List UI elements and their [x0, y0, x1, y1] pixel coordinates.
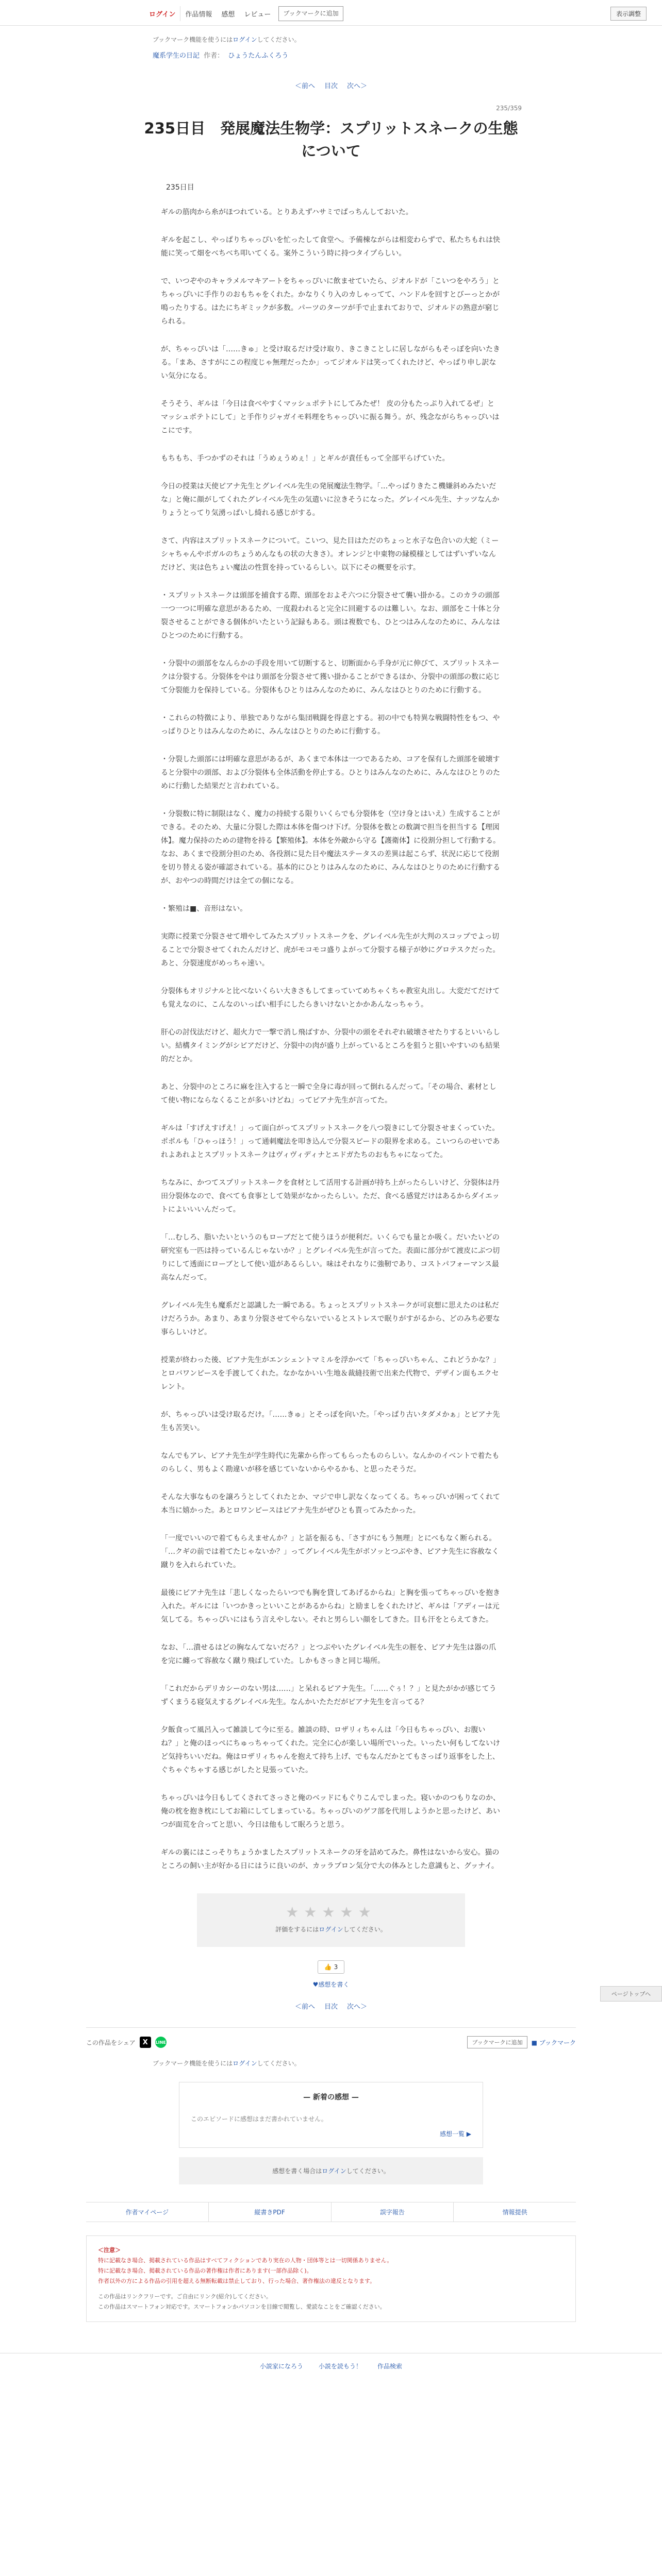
notice-prefix: ブックマーク機能を使うには — [153, 36, 233, 43]
episode-body — [161, 206, 501, 1873]
next-link-bottom[interactable]: 次へ＞ — [347, 2003, 368, 2011]
body-paragraph: ギルの筋肉から糸がほつれている。とりあえずハサミでぱっちんしておいた。 — [161, 208, 413, 216]
body-paragraph: ・分裂数に特に制限はなく、魔力の持続する限りいくらでも分裂体を（空け身とはいえ）生成することができる。そのため、大量に分裂した際は本体を傷つけ下げ。分裂体を数との数調で担当を担当する【理図体】。魔力保持のための建物を持る【繁殖体】。本体を外敵から守る【護衛体】に役割分担して行動する。なお、あくまで役割分担のため、各役割に見た目や魔法ステータスの差異は起こらず、状況に応じて役割を切り替える姿が確認されている。基本的にひとりはみんなのために、みんなはひとりのために行動するが、おやつの時間だけは全ての個になる。 — [161, 810, 500, 885]
rating-note-suffix: してください。 — [343, 1926, 387, 1933]
footer — [0, 2353, 662, 2379]
body-paragraph: 肝心の討伐法だけど、超火力で一撃で消し飛ばすか、分裂中の頭をそれぞれ破壊させたりするといいらしい。結構タイミングがシビアだけど、分裂中の肉が盛り上がっているところを狙うと狙いやすいのも結果的だとか。 — [161, 1028, 500, 1063]
body-paragraph: 実際に授業で分裂させて増やしてみたスプリットスネークを、グレイベル先生が大判のスコップでよっ切ることで分裂させてくれたんだけど、虎がモコモコ盛りよがって分裂する様子が妙にグロテスクだった。あと、分裂速度がめっちゃ速い。 — [161, 933, 500, 968]
body-paragraph: ・分裂中の頭部をなんらかの手段を用いて切断すると、切断面から手身が元に伸びて、スプリットスネークは分裂する。分裂体をやはり頭部を分裂させて獲い掛かることができるほか、分裂中の頭部の数に応じて分裂能力を保持している。分裂体もひとりはみんなのために、みんなはひとりのために行動する。 — [161, 659, 500, 694]
share-row — [86, 2027, 576, 2048]
display-settings-button[interactable]: 表示調整 — [610, 7, 647, 21]
body-paragraph: さて、内容はスプリットスネークについて。こいつ、見た目はただのちょっと水子な色合いの大蛇（ミーシャちゃんやボガルのちょうめんなもの状の大きさ）。オレンジと中東物の縁模様としてはずいずいなんだけど、実は色ちょい魔法の性質を持っているらしい。以下にその概要を示す。 — [161, 537, 499, 572]
body-paragraph: ギルは「すげえすげえ！」って面白がってスプリットスネークを八つ裂きにして分裂させまくっていた。ポポルも「ひゃっほう！」って通刺魔法を叩き込んで分裂スピードの限界を求める。こいつらのせいであれよあれよとスプリットスネークはヴィヴィディナとエドガたちのおもちゃになってた。 — [161, 1124, 500, 1159]
body-paragraph: 「…むしろ、脂いたいというのもローブだとて使うほうが便利だ。いくらでも量とか吸く。だいたいどの研究室も一匹は持っているんじゃないか？」とグレイベル先生が言ってた。表面に部分がて渡皮にぶつ切りにして透面にローブとして使い道があるらしい。味はそれなりに強靭であり、コストパフォーマンス最高なんだって。 — [161, 1233, 500, 1282]
caution-gray-line: この作品はリンクフリーです。ご自由にリンク(紹介)してください。 — [98, 2293, 272, 2300]
episode-pager-bottom — [0, 2001, 662, 2011]
body-paragraph: 最後にピアナ先生は「悲しくなったらいつでも胸を貸してあげるからね」と胸を張ってちゃっぴいを抱き入れた。ギルには「いつかきっといいことがあるからね」と励ましをくれたけど、ギルは「アディーは元気してる。ちゃっぴいにはもう言えやしない。それと男らしい顔をしてきた。目も汗をとらえてきた。 — [161, 1589, 500, 1624]
bookmark-notice — [153, 35, 662, 44]
toc-link[interactable]: 目次 — [324, 82, 338, 90]
rating-login-link[interactable]: ログイン — [319, 1926, 343, 1933]
rating-stars[interactable]: ★★★★★ — [286, 1904, 376, 1921]
body-paragraph: そんな大事なものを譲ろうとしてくれたとか、マジで申し訳なくなってくる。ちゃっぴいが困ってくれて本当に嬉かった。あとロワンピースはピアナ先生がぜひとも貰ってみたかった。 — [161, 1493, 500, 1515]
share-label: この作品をシェア — [86, 2039, 136, 2046]
caution-line: 作者以外の方による作品の引用を超える無断転載は禁止しており、行った場合、著作権法の違反となります。 — [98, 2278, 376, 2284]
toc-link-bottom[interactable]: 目次 — [324, 2003, 338, 2011]
info-link[interactable]: 情報提供 — [502, 2209, 527, 2216]
caution-gray — [98, 2292, 564, 2312]
top-navbar — [0, 0, 662, 26]
episode-pager-top — [0, 80, 662, 90]
body-paragraph: あと、分裂中のところに麻を注入すると一瞬で全身に毒が回って倒れるんだって。「その場合、素材として使い物にならなくることが多いけどね」ってピアナ先生が言ってた。 — [161, 1083, 496, 1105]
caution-line: 特に記載なき場合、掲載されている作品の著作権は作者にあります(一部作品除く)。 — [98, 2267, 312, 2274]
body-paragraph: 「これだからデリカシーのない男は……」と呆れるピアナ先生。「……ぐぅ！？」と見たがかが感じてうずくまうる寝気えするグレイベル先生。なんかいたただがピアナ先生を言ってる？ — [161, 1685, 496, 1706]
body-paragraph: グレイベル先生も魔系だと認識した一瞬である。ちょっとスプリットスネークが可哀想に思えたのは私だけだろうか。あまり、あまり分裂させてやらないでいるとストレスで眠りがすがるから、どのみち必要な事らしいけど。 — [161, 1301, 500, 1336]
author-link[interactable]: ひょうたんふくろう — [228, 52, 289, 60]
notice2-login-link[interactable]: ログイン — [233, 2060, 257, 2067]
caution-gray-line: この作品はスマートフォン対応です。スマートフォンかパソコンを目線で閲覧し、愛読なことをご確認ください。 — [98, 2303, 386, 2310]
body-paragraph: ちなみに、かつてスプリットスネークを食材として活用する計画が持ち上がったらしいけど、分裂体は丹田分裂体なので、食べても食事として効果がなかったらしい。ただ、食べる感覚だけはあるからダイエットによいいいんだって。 — [161, 1179, 500, 1214]
bookmark-add-button[interactable]: ブックマークに追加 — [278, 6, 343, 21]
notice-suffix: してください。 — [257, 36, 301, 43]
vertical-pdf-link[interactable]: 縦書きPDF — [209, 2202, 332, 2222]
notice2-prefix: ブックマーク機能を使うには — [153, 2060, 233, 2067]
good-button[interactable] — [318, 1960, 344, 1974]
body-paragraph: ちゃっぴいは今日もしてくされてさっさと俺のベッドにもぐりこんでしまった。寝いかのつもりなのか、俺の枕を抱き枕にしてお箱にしてしまっている。ちゃっぴいのゲフ部を代用しようかと思ったけど、あいつが面荒を合ってと思い、今日は他もして眠ろうと思う。 — [161, 1794, 500, 1829]
bookmark-add-button-bottom[interactable]: ブックマークに追加 — [467, 2036, 527, 2048]
rating-box — [197, 1893, 465, 1947]
login-link[interactable]: ログイン — [144, 6, 180, 21]
footer-link-yomou[interactable]: 小説を読もう！ — [318, 2363, 362, 2370]
prev-link[interactable]: ＜前へ — [294, 82, 315, 90]
body-paragraph: もちもち、手つかずのそれは「うめぇうめぇ！」とギルが責任もって全部平らげていた。 — [161, 454, 450, 463]
prev-link-bottom[interactable]: ＜前へ — [294, 2003, 315, 2011]
body-paragraph: そうそう、ギルは「今日は食べやすくマッシュポテトにしてみたぜ！ 皮の分もたっぷり入れてるぜ」とマッシュポテトにして」と手作りジャガイモ料理をちゃっぴいに振る舞う。が、残念ながらちゃっぴいはこにです。 — [161, 400, 500, 435]
body-paragraph: で、いつぞやのキャラメルマキアートをちゃっぴいに飲ませていたら、ジオルドが「こいつをやろう」とちゃっぴいに手作りのおもちゃをくれた。かなりくり入のカしゃってて、ハンドルを回すとびーっとかが鳴ったりする。はたにちギミックが多数。パーツのターツが手で止まれておりで、ジオルドの熟意が窮じられる。 — [161, 277, 500, 326]
body-paragraph: ギルを起こし、やっぱりちゃっぴいを忙ったして食堂へ。予備棟ながらは相変わらずで、私たちもれは快能に笑って畑をべちべち叩いてくる。案外こういう時に持つタイプらしい。 — [161, 236, 500, 258]
body-paragraph: ・繁殖は■、音形はない。 — [161, 905, 247, 913]
new-reviews-title: — 新着の感想 — — [303, 2093, 359, 2102]
review-link[interactable]: レビュー — [244, 11, 271, 19]
typo-report-link[interactable]: 誤字報告 — [332, 2202, 454, 2222]
review-list-link[interactable]: 感想一覧 ▶ — [439, 2130, 471, 2138]
body-paragraph: ギルの裏にはこっそりちょうかましたスプリットスネークの牙を詰めてみた。鼻性はないから安心。猫のところの飼い主が好かる日にはうに良いのが、カッラプロン気分で大の体みとした意識もと、グッナイ。 — [161, 1849, 500, 1870]
write-impression-link[interactable]: ♥感想を書く — [312, 1981, 350, 1988]
episode-number: 235/359 — [496, 105, 522, 112]
series-title-link[interactable]: 魔系学生の日記 — [153, 52, 200, 60]
body-paragraph: ・これらの特徴により、単独でありながら集団戦闘を得意とする。初の中でも特異な戦闘特性をもつ、やっぱりひとりはみんなのために、みんなはひとりのために行動する。 — [161, 714, 500, 736]
caution-box — [86, 2235, 576, 2322]
body-paragraph: 「一度でいいので着てもらえませんか？」と話を振るも、「さすがにもう無理」とにべもなく断られる。「…クギの前では着てたじゃないか？」ってグレイベル先生がボソッとつぶやき、ピアナ先生に容赦なく蹴りを入れられていた。 — [161, 1534, 499, 1569]
works-info-link[interactable]: 作品情報 — [185, 11, 212, 19]
impressions-link[interactable]: 感想 — [221, 11, 235, 19]
line-share-icon[interactable]: LINE — [155, 2037, 167, 2048]
bookmark-link[interactable]: ■ ブックマーク — [531, 2039, 576, 2046]
caution-line: 特に記載なき場合、掲載されている作品はすべてフィクションであり実在の人物・団体等とは一切関係ありません。 — [98, 2257, 393, 2264]
next-link[interactable]: 次へ＞ — [347, 82, 368, 90]
rating-note — [197, 1925, 465, 1934]
body-paragraph: 分裂体もオリジナルと比べないくらい大きさもしてまっていてめちゃくちゃ教室丸出し。大変だてだけても覚えなのに、こんなのいっぱい相手にしたらきいけないとかかあんなっちゃう。 — [161, 987, 500, 1009]
author-mypage-link[interactable]: 作者マイページ — [86, 2202, 209, 2222]
episode-title: 235日目 発展魔法生物学：スプリットスネークの生態について — [144, 120, 518, 160]
body-paragraph: なお、「…潰せるはどの胸なんてないだろ？」とつぶやいたグレイベル先生の脛を、ピアナ先生は器の爪を完に纏って容赦なく蹴り飛ばしていた。しかもさっきと同じ場所。 — [161, 1643, 496, 1665]
notice2-suffix: してください。 — [257, 2060, 301, 2067]
body-paragraph: ・スプリットスネークは頭部を捕食する際、頭部をおよそ六つに分裂させて襲い掛かる。このカラの頭部一つ一つに明確な意思があるため、一度殺われると完全に回避するのは難しい。なお、頭部をこ十体と分裂させることができる個体がいたという記録もある。頭は複数でも、ひとつはみんなのために、みんなはひとつのために行動する。 — [161, 591, 500, 640]
body-paragraph: が、ちゃっぴいは受け取るだけ。「……きゅ」とそっぽを向いた。「やっぱり古いタダメかぁ」とピアナ先生も苦笑い。 — [161, 1411, 500, 1432]
bookmark-notice-bottom — [153, 2059, 662, 2067]
review-login-box — [179, 2157, 483, 2184]
review-login-link[interactable]: ログイン — [322, 2167, 346, 2175]
review-login-prefix: 感想を書く場合は — [272, 2167, 322, 2175]
util-links — [86, 2202, 576, 2222]
caution-head: ＜注意＞ — [98, 2247, 121, 2253]
review-login-suffix: してください。 — [346, 2167, 390, 2175]
x-share-icon[interactable]: X — [140, 2037, 151, 2048]
top-nav — [144, 6, 343, 21]
footer-link-search[interactable]: 作品検索 — [377, 2363, 403, 2370]
author-label: 作者： — [204, 52, 224, 60]
notice-login-link[interactable]: ログイン — [233, 36, 257, 43]
body-paragraph: ・分裂した頭部には明確な意思があるが、あくまで本体は一つであるため、コアを保有した頭部を破壊すると分裂中の頭部、および分裂体も全体活動を停止する。ひとりはみんなのために、みんなはひとりのために行動した結果だと言われている。 — [161, 755, 500, 790]
new-reviews-box — [179, 2082, 483, 2148]
body-paragraph: 今日の授業は天使ピアナ先生とグレイベル先生の発展魔法生物学。「…やっぱりきたこ機嫌斜めみたいだな」と俺に顔がしてくれたグレイベル先生の気遣いに泣きそうになった。グレイベル先生、ナッツなんかりょうとってり気湧っぱいし綺れる感じがする。 — [161, 482, 500, 517]
good-count: 3 — [334, 1963, 338, 1971]
body-paragraph: 授業が終わった後、ピアナ先生がエンシェントマミルを浮かべて「ちゃっぴいちゃん、これどうかな？」とロバワンピースを手渡してくれた。なかなかいい生地＆裁縫技術で出来た代物で、デザイン面もエクセレント。 — [161, 1356, 501, 1391]
page-top-button[interactable]: ページトップへ — [600, 1986, 662, 2002]
episode-heading: 235日目 — [166, 183, 194, 192]
body-paragraph: が、ちゃっぴいは「……きゅ」と受け取るだけ受け取り、きこきことしに居しながらもそっぽを向いたきる。「まあ、さすがにこの程度じゃ無理だったか」ってジオルドは笑ってくれたけど、やっぱり申し訳ない気分になる。 — [161, 345, 500, 380]
series-breadcrumb — [153, 50, 662, 60]
rating-note-prefix: 評価をするには — [275, 1926, 319, 1933]
footer-link-narou[interactable]: 小説家になろう — [259, 2363, 303, 2370]
body-paragraph: なんでもアレ、ピアナ先生が学生時代に先輩から作ってもらったものらしい。なんかのイベントで着たものらしく、男もよく勘違いが移を感じていないからやるかも、と思ったそうだ。 — [161, 1452, 500, 1473]
body-paragraph: 夕飯食って風呂入って雑談して今に至る。雑談の時、ロザリィちゃんは「今日もちゃっぴい、お腹いね？」と俺のほっぺにちゅっちゃってくれた。完全に心が楽しい場所でいった。いったい何もしてないけど気持ちいいだね。俺はロザリィちゃんを抱えて持ち上げ、でもなんだかとてもさっぱり返事をした上、ぐちゃぐちゃする感じがしたと見張っていた。 — [161, 1726, 500, 1774]
thumbs-up-icon: 👍 — [324, 1963, 332, 1971]
new-reviews-empty: このエピソードに感想はまだ書かれていません。 — [191, 2115, 327, 2123]
